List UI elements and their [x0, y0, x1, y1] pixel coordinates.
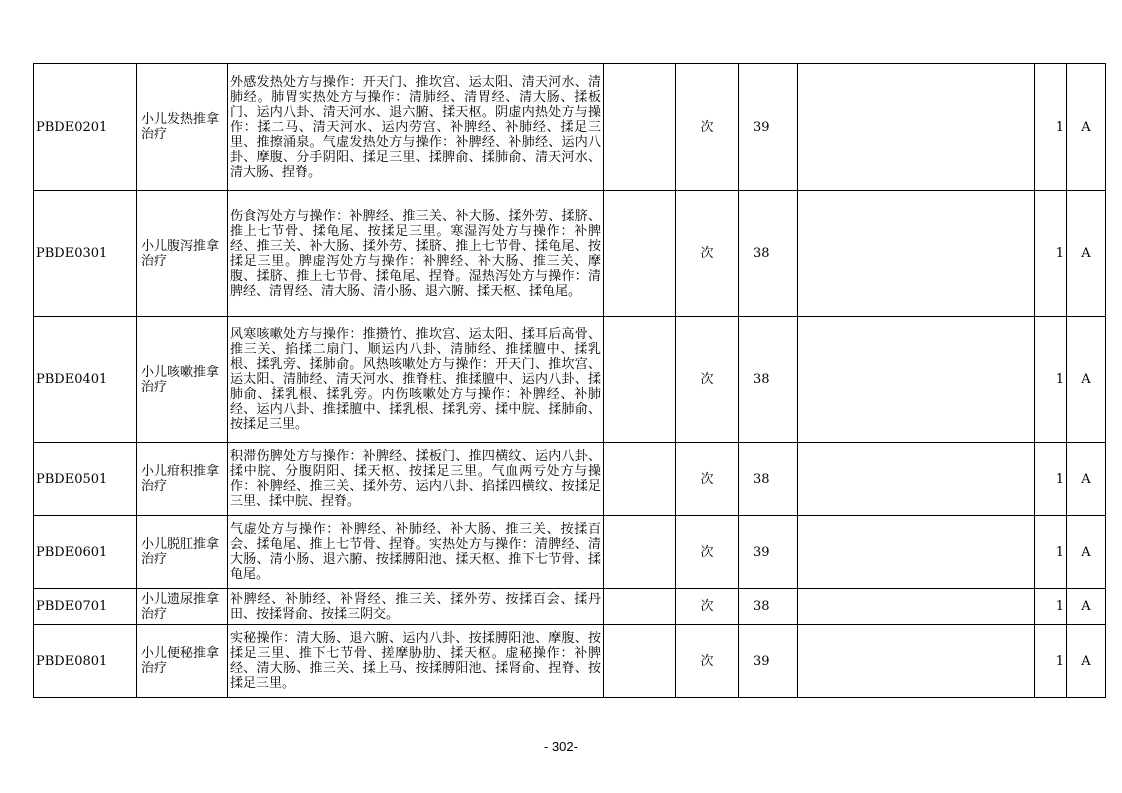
item-unit: 次 [676, 64, 739, 191]
item-price: 39 [739, 625, 798, 698]
item-class: A [1067, 191, 1106, 317]
item-quantity: 1 [1035, 191, 1067, 317]
item-code: PBDE0301 [34, 191, 137, 317]
item-name: 小儿疳积推拿治疗 [137, 443, 228, 516]
item-description: 补脾经、补肺经、补肾经、推三关、揉外劳、按揉百会、揉丹田、按揉肾俞、按揉三阴交。 [228, 589, 604, 625]
item-name: 小儿遗尿推拿治疗 [137, 589, 228, 625]
empty-cell [798, 516, 1035, 589]
empty-cell [798, 64, 1035, 191]
table-row [34, 317, 1106, 443]
item-unit: 次 [676, 625, 739, 698]
item-price: 38 [739, 191, 798, 317]
empty-cell [798, 443, 1035, 516]
item-unit: 次 [676, 589, 739, 625]
item-quantity: 1 [1035, 64, 1067, 191]
item-code: PBDE0701 [34, 589, 137, 625]
table-row [34, 516, 1106, 589]
empty-cell [604, 64, 676, 191]
item-description: 外感发热处方与操作：开天门、推坎宫、运太阳、清天河水、清肺经。肺胃实热处方与操作：清肺经、清胃经、清大肠、揉板门、运内八卦、清天河水、退六腑、揉天枢。阴虚内热处方与操作：揉二马、清天河水、运内劳宫、补脾经、补肺经、揉足三里、推擦涌泉。气虚发热处方与操作：补脾经、补肺经、运内八卦、摩腹、分手阴阳、揉足三里、揉脾俞、揉肺俞、清天河水、清大肠、捏脊。 [228, 64, 604, 191]
item-quantity: 1 [1035, 516, 1067, 589]
page-number: - 302- [544, 739, 578, 754]
table-row [34, 589, 1106, 625]
item-description: 气虚处方与操作：补脾经、补肺经、补大肠、推三关、按揉百会、揉龟尾、推上七节骨、捏脊。实热处方与操作：清脾经、清大肠、清小肠、退六腑、按揉膊阳池、揉天枢、推下七节骨、揉龟尾。 [228, 516, 604, 589]
item-price: 38 [739, 443, 798, 516]
empty-cell [604, 317, 676, 443]
item-price: 38 [739, 317, 798, 443]
item-class: A [1067, 443, 1106, 516]
item-price: 39 [739, 516, 798, 589]
item-quantity: 1 [1035, 443, 1067, 516]
item-description: 实秘操作：清大肠、退六腑、运内八卦、按揉膊阳池、摩腹、按揉足三里、推下七节骨、搓摩胁肋、揉天枢。虚秘操作：补脾经、清大肠、推三关、揉上马、按揉膊阳池、揉肾俞、捏脊、按揉足三里。 [228, 625, 604, 698]
item-unit: 次 [676, 317, 739, 443]
empty-cell [604, 625, 676, 698]
empty-cell [798, 589, 1035, 625]
fee-table [33, 63, 1106, 698]
item-class: A [1067, 64, 1106, 191]
item-code: PBDE0801 [34, 625, 137, 698]
item-unit: 次 [676, 443, 739, 516]
item-class: A [1067, 589, 1106, 625]
item-quantity: 1 [1035, 317, 1067, 443]
item-description: 积滞伤脾处方与操作：补脾经、揉板门、推四横纹、运内八卦、揉中脘、分腹阴阳、揉天枢、按揉足三里。气血两亏处方与操作：补脾经、推三关、揉外劳、运内八卦、掐揉四横纹、按揉足三里、揉中脘、捏脊。 [228, 443, 604, 516]
empty-cell [798, 317, 1035, 443]
empty-cell [604, 191, 676, 317]
item-class: A [1067, 317, 1106, 443]
item-price: 39 [739, 64, 798, 191]
item-class: A [1067, 516, 1106, 589]
empty-cell [798, 625, 1035, 698]
item-quantity: 1 [1035, 589, 1067, 625]
item-price: 38 [739, 589, 798, 625]
item-class: A [1067, 625, 1106, 698]
item-unit: 次 [676, 191, 739, 317]
empty-cell [604, 443, 676, 516]
item-name: 小儿便秘推拿治疗 [137, 625, 228, 698]
table-row [34, 191, 1106, 317]
item-description: 风寒咳嗽处方与操作：推攒竹、推坎宫、运太阳、揉耳后高骨、推三关、掐揉二扇门、顺运内八卦、清肺经、推揉膻中、揉乳根、揉乳旁、揉肺俞。风热咳嗽处方与操作：开天门、推坎宫、运太阳、清肺经、清天河水、推脊柱、推揉膻中、运内八卦、揉肺俞、揉乳根、揉乳旁。内伤咳嗽处方与操作：补脾经、补肺经、运内八卦、推揉膻中、揉乳根、揉乳旁、揉中脘、揉肺俞、按揉足三里。 [228, 317, 604, 443]
item-name: 小儿咳嗽推拿治疗 [137, 317, 228, 443]
item-name: 小儿脱肛推拿治疗 [137, 516, 228, 589]
table-row [34, 64, 1106, 191]
item-code: PBDE0201 [34, 64, 137, 191]
empty-cell [604, 516, 676, 589]
item-quantity: 1 [1035, 625, 1067, 698]
empty-cell [604, 589, 676, 625]
item-unit: 次 [676, 516, 739, 589]
item-name: 小儿腹泻推拿治疗 [137, 191, 228, 317]
item-code: PBDE0501 [34, 443, 137, 516]
item-description: 伤食泻处方与操作：补脾经、推三关、补大肠、揉外劳、揉脐、推上七节骨、揉龟尾、按揉足三里。寒湿泻处方与操作：补脾经、推三关、补大肠、揉外劳、揉脐、推上七节骨、揉龟尾、按揉足三里。脾虚泻处方与操作：补脾经、补大肠、推三关、摩腹、揉脐、推上七节骨、揉龟尾、捏脊。湿热泻处方与操作：清脾经、清胃经、清大肠、清小肠、退六腑、揉天枢、揉龟尾。 [228, 191, 604, 317]
empty-cell [798, 191, 1035, 317]
table-row [34, 443, 1106, 516]
item-code: PBDE0401 [34, 317, 137, 443]
table-row [34, 625, 1106, 698]
item-code: PBDE0601 [34, 516, 137, 589]
item-name: 小儿发热推拿治疗 [137, 64, 228, 191]
